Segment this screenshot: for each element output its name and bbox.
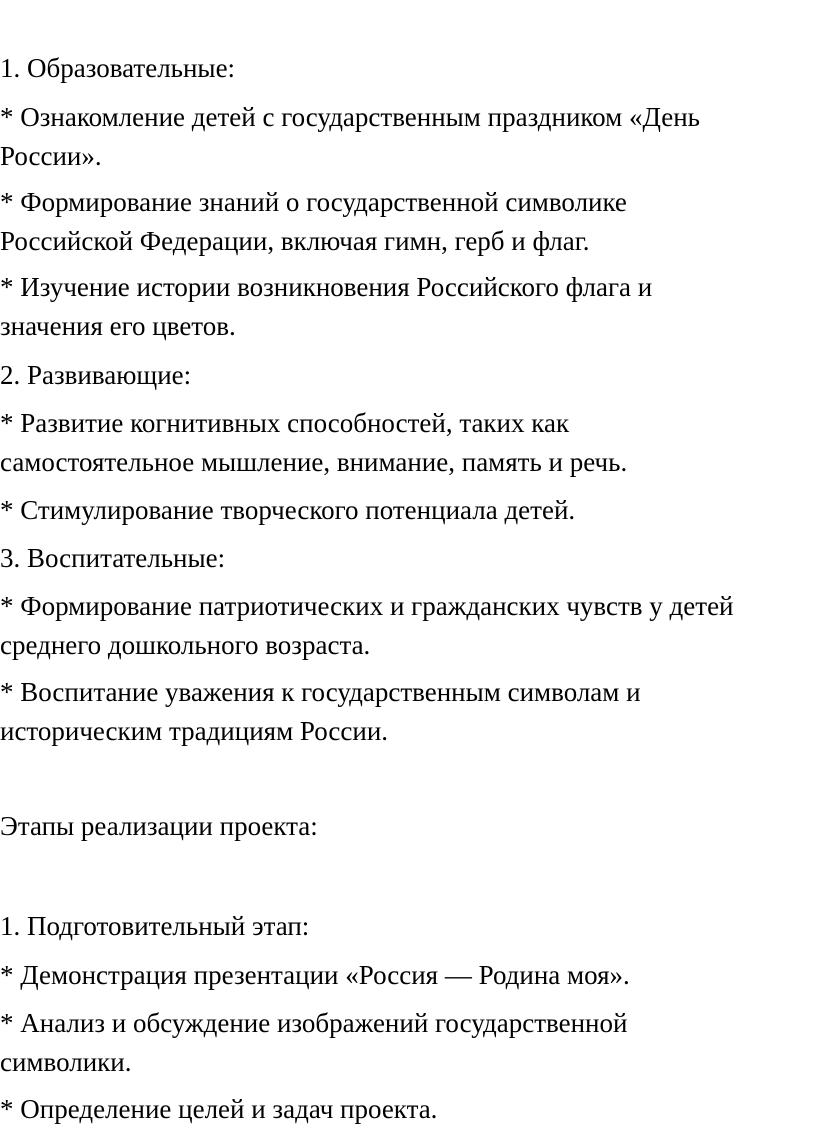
item-line: * Стимулирование творческого потенциала детей.: [0, 495, 576, 525]
section-heading-developmental: [0, 356, 816, 395]
item-line: * Анализ и обсуждение изображений государственной: [0, 1008, 628, 1038]
item-line: России».: [0, 141, 102, 171]
heading-text: 2. Развивающие:: [0, 360, 192, 390]
list-item: [0, 673, 816, 751]
list-item: [0, 183, 816, 261]
item-line: * Определение целей и задач проекта.: [0, 1094, 438, 1124]
list-item: [0, 1090, 816, 1129]
item-line: самостоятельное мышление, внимание, память и речь.: [0, 447, 628, 477]
item-line: * Формирование патриотических и гражданских чувств у детей: [0, 591, 734, 621]
stages-title: [0, 807, 816, 846]
item-line: значения его цветов.: [0, 311, 236, 341]
section-heading-educational: [0, 49, 816, 88]
heading-text: 3. Воспитательные:: [0, 543, 226, 573]
item-line: среднего дошкольного возраста.: [0, 630, 371, 660]
list-item: [0, 268, 816, 346]
list-item: [0, 404, 816, 482]
item-line: * Демонстрация презентации «Россия — Родина моя».: [0, 960, 630, 990]
item-line: * Воспитание уважения к государственным символам и: [0, 677, 641, 707]
item-line: историческим традициям России.: [0, 716, 389, 746]
item-line: символики.: [0, 1047, 132, 1077]
list-item: [0, 1004, 816, 1082]
list-item: [0, 587, 816, 665]
list-item: [0, 98, 816, 176]
list-item: [0, 956, 816, 995]
list-item: [0, 491, 816, 530]
item-line: Российской Федерации, включая гимн, герб и флаг.: [0, 226, 590, 256]
heading-text: 1. Подготовительный этап:: [0, 911, 310, 941]
stages-title-text: Этапы реализации проекта:: [0, 811, 318, 841]
section-heading-upbringing: [0, 539, 816, 578]
item-line: * Ознакомление детей с государственным праздником «День: [0, 102, 700, 132]
section-heading-preparatory: [0, 907, 816, 946]
item-line: * Изучение истории возникновения Российского флага и: [0, 272, 653, 302]
heading-text: 1. Образовательные:: [0, 53, 236, 83]
item-line: * Формирование знаний о государственной символике: [0, 187, 627, 217]
item-line: * Развитие когнитивных способностей, таких как: [0, 408, 570, 438]
